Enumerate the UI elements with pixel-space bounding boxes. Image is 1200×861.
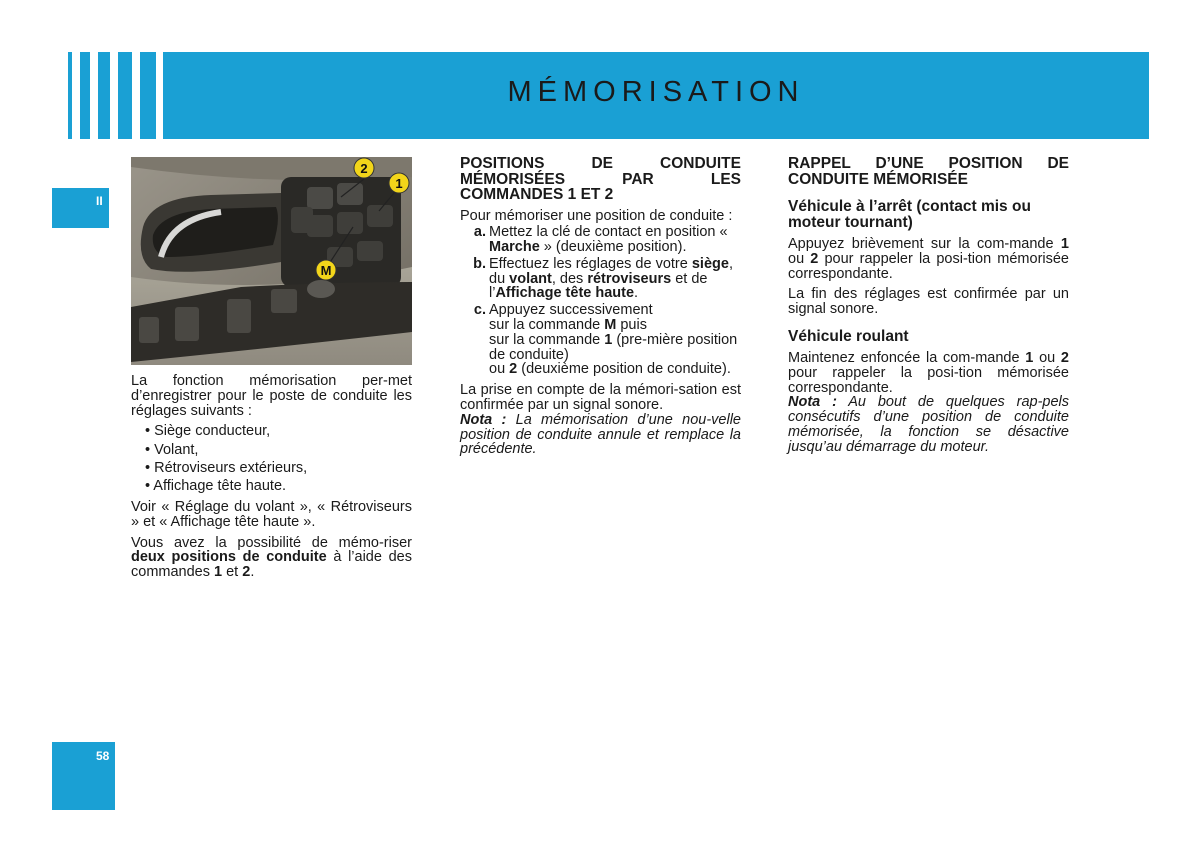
column-1 (131, 374, 412, 586)
page-number-tab (52, 742, 115, 810)
chapter-header (68, 52, 1149, 139)
column-2 (460, 156, 741, 463)
chapter-number: II (96, 194, 103, 208)
subheading-driving: Véhicule roulant (788, 327, 909, 345)
bullet-seat: • Siège conducteur, (145, 423, 271, 440)
page-title: MÉMORISATION (507, 76, 805, 108)
intro-text: La fonction mémorisation per-met d’enregistrer pour le poste de conduite les réglages suivants : (131, 373, 412, 419)
possibility-text: Vous avez la possibilité de mémo-riser deux positions de conduite à l’aide des commandes 1 et 2. (131, 534, 412, 581)
confirm-text: La prise en compte de la mémori-sation est confirmée par un signal sonore. (460, 382, 741, 414)
step-a: a. Mettez la clé de contact en position « Marche » (deuxième position). (473, 224, 728, 256)
recall-stopped-text: Appuyez brièvement sur la com-mande 1 ou 2 pour rappeler la posi-tion mémorisée correspondante. (788, 236, 1069, 282)
door-panel-illustration (131, 157, 412, 365)
svg-text:2: 2 (360, 161, 368, 176)
nota-recall: Nota : Au bout de quelques rap-pels consécutifs d’une position de conduite mémorisée, la fonction se désactive jusqu’au démarrage du moteur. (788, 394, 1069, 455)
chapter-tab (52, 188, 109, 228)
door-controls-photo (131, 157, 412, 365)
svg-text:1: 1 (395, 176, 403, 191)
callout-m (316, 260, 336, 280)
recall-driving-text: Maintenez enfoncée la com-mande 1 ou 2 pour rappeler la posi-tion mémorisée correspondante. (788, 349, 1069, 396)
callout-1 (389, 173, 409, 193)
section-heading-memorize: POSITIONS DE CONDUITE MÉMORISÉES PAR LES COMMANDES 1 ET 2 (460, 155, 741, 203)
see-also-text: Voir « Réglage du volant », « Rétroviseurs » et « Affichage tête haute ». (131, 499, 412, 530)
bullet-mirrors: • Rétroviseurs extérieurs, (145, 459, 308, 476)
bullet-wheel: • Volant, (145, 441, 199, 458)
subheading-stopped: Véhicule à l’arrêt (contact mis ou moteur tournant) (788, 198, 1031, 231)
column-3 (788, 156, 1069, 461)
page-number: 58 (96, 749, 110, 763)
svg-text:M: M (320, 263, 332, 278)
step-b: b. Effectuez les réglages de votre siège, du volant, des rétroviseurs et de l’Affichage tête haute. (473, 255, 733, 302)
callout-2 (354, 158, 374, 178)
section-heading-recall: RAPPEL D’UNE POSITION DE CONDUITE MÉMORISÉE (788, 155, 1069, 188)
bullet-hud: • Affichage tête haute. (145, 478, 287, 495)
memorize-intro: Pour mémoriser une position de conduite : (460, 207, 733, 224)
step-c: c. Appuyez successivement sur la commande M puis sur la commande 1 (pre-mière position de conduite) ou 2 (deuxième position de conduite). (473, 302, 738, 378)
nota-memorize: Nota : La mémorisation d’une nou-velle position de conduite annule et remplace la précédente. (460, 411, 741, 458)
recall-confirm-text: La fin des réglages est confirmée par un signal sonore. (788, 286, 1069, 318)
